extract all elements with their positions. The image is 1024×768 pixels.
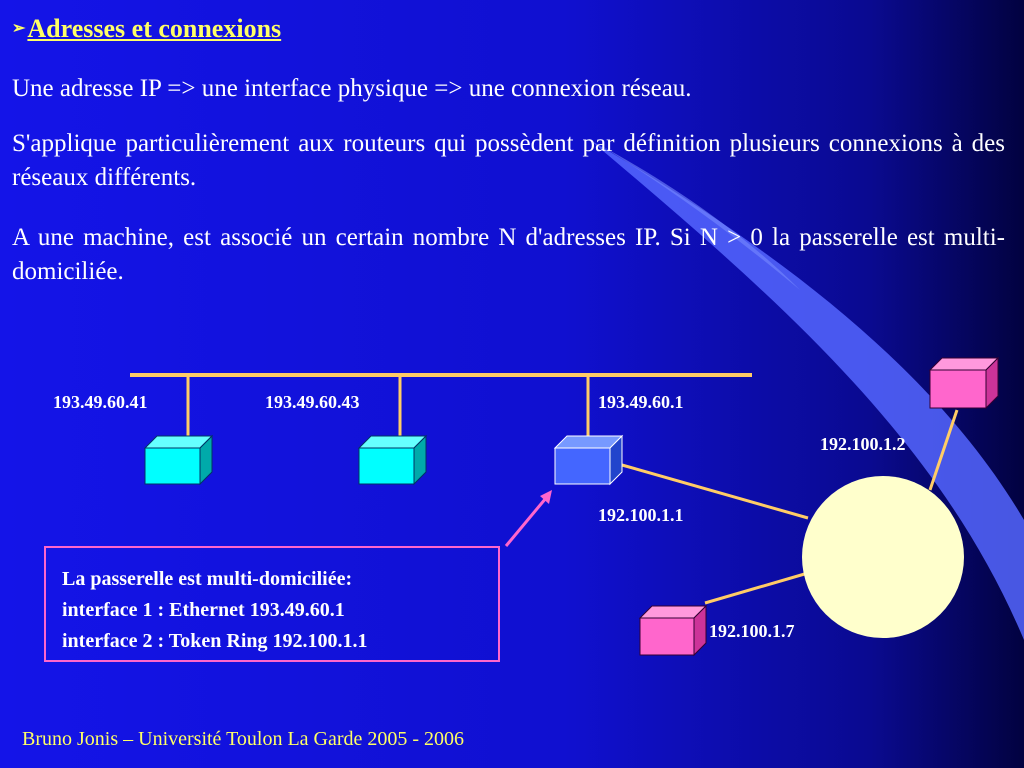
slide-footer: Bruno Jonis – Université Toulon La Garde 2005 - 2006 <box>22 728 465 750</box>
label-ring-host-7-address: 192.100.1.7 <box>709 621 795 641</box>
label-gateway-ethernet-address: 193.49.60.1 <box>598 392 684 412</box>
host-192-100-1-7 <box>640 606 706 655</box>
link-ring-host-2 <box>930 410 957 490</box>
token-ring <box>802 476 964 638</box>
paragraph-3: A une machine, est associé un certain nombre N d'adresses IP. Si N > 0 la passerelle est multi-domiciliée. <box>12 224 1005 285</box>
label-host-1-address: 193.49.60.41 <box>53 392 148 412</box>
paragraph-2: S'applique particulièrement aux routeurs qui possèdent par définition plusieurs connexions à des réseaux différents. <box>12 130 1005 191</box>
slide-title-text: Adresses et connexions <box>27 14 282 43</box>
label-host-2-address: 193.49.60.43 <box>265 392 360 412</box>
callout-line-2: interface 1 : Ethernet 193.49.60.1 <box>62 599 345 621</box>
gateway-callout-box <box>44 546 500 662</box>
paragraph-1: Une adresse IP => une interface physique => une connexion réseau. <box>12 75 692 102</box>
link-ring-host-7 <box>705 573 808 603</box>
callout-line-3: interface 2 : Token Ring 192.100.1.1 <box>62 630 368 652</box>
arrow-bullet-icon: ➢ <box>12 20 26 37</box>
host-193-49-60-43 <box>359 436 426 484</box>
callout-arrow <box>506 498 546 546</box>
label-gateway-token-ring-address: 192.100.1.1 <box>598 505 684 525</box>
callout-line-1: La passerelle est multi-domiciliée: <box>62 568 353 590</box>
host-192-100-1-2 <box>930 358 998 408</box>
label-ring-host-2-address: 192.100.1.2 <box>820 434 906 454</box>
host-193-49-60-41 <box>145 436 212 484</box>
gateway-host <box>555 436 622 484</box>
